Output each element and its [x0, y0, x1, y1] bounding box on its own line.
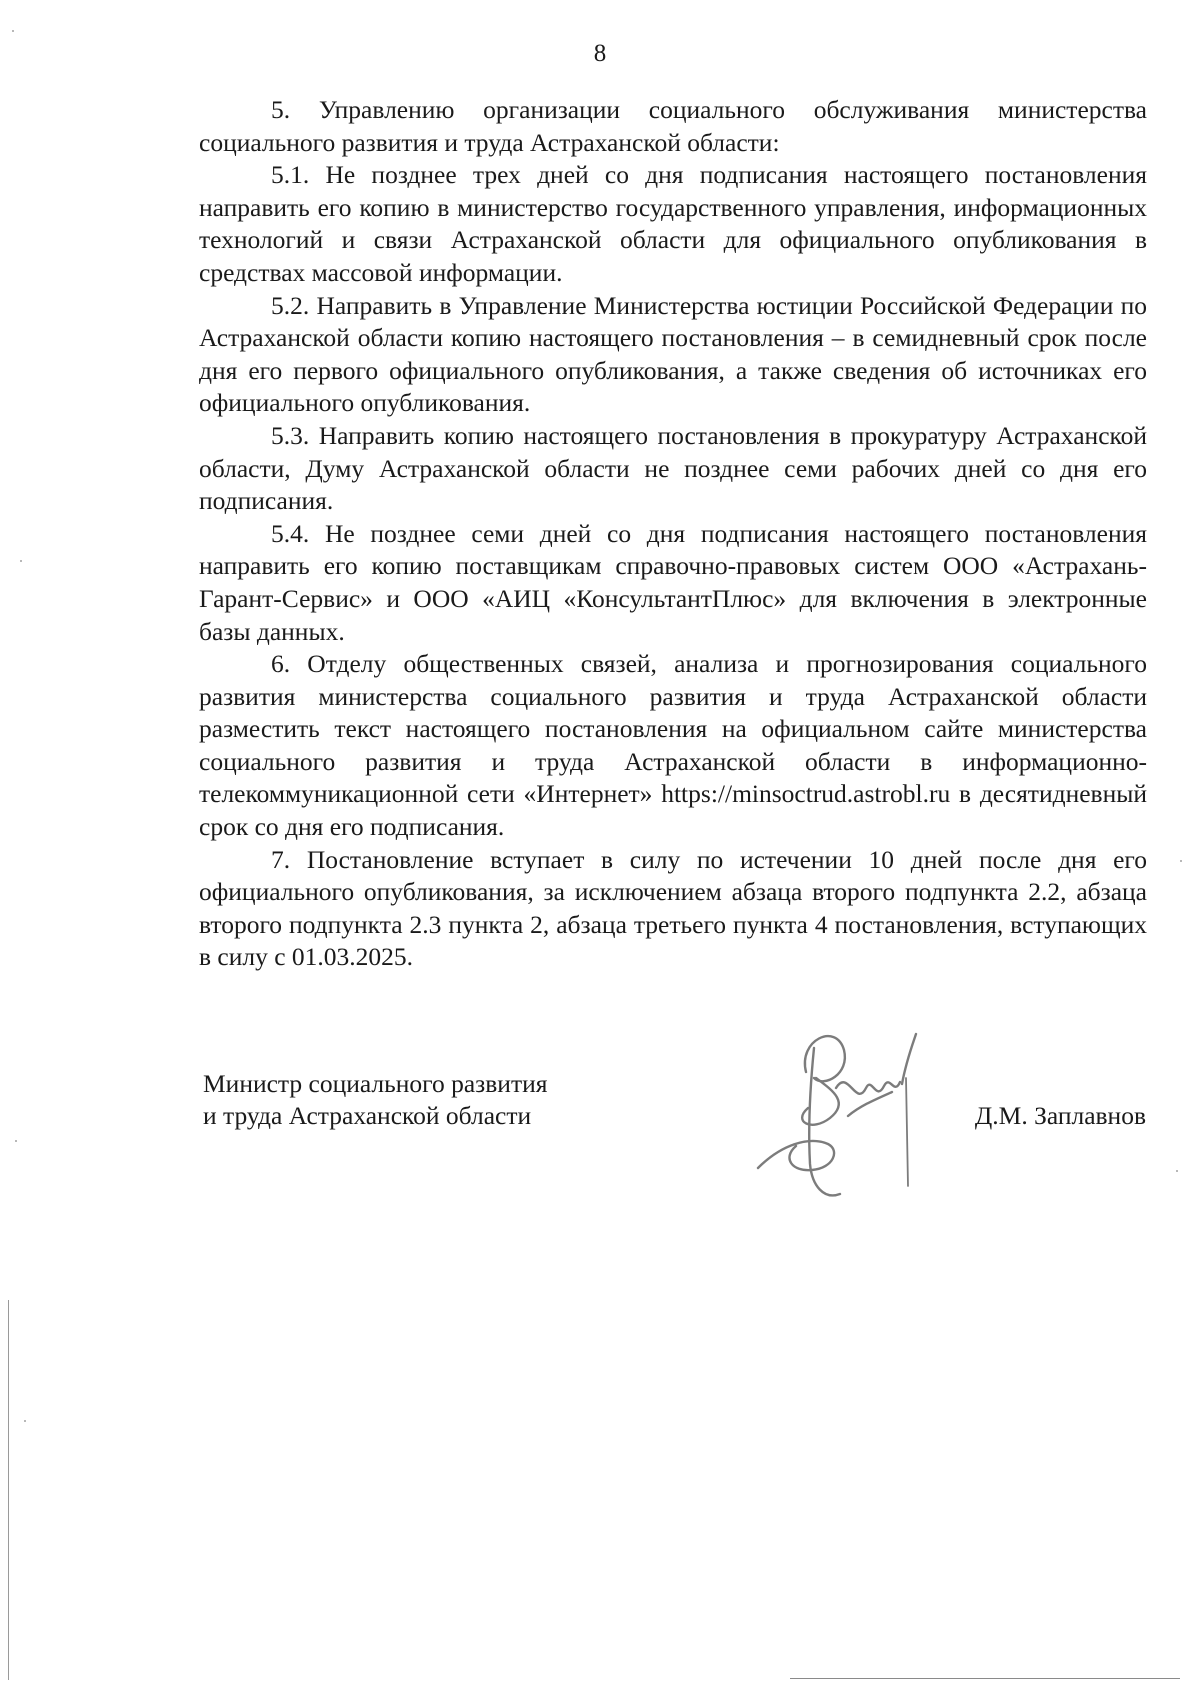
- paragraph-6: 6. Отделу общественных связей, анализа и прогнозирования социального развития министерства социального развития и труда Астраханской области разместить текст настоящего постановления на официальном сайте министерства социального развития и труда Астраханской области в информационно-телекоммуникационной сети «Интернет» https://minsoctrud.astrobl.ru в десятидневный срок со дня его подписания.: [199, 649, 1147, 842]
- scan-edge-bottom: [790, 1678, 1180, 1679]
- paragraph-5-1: 5.1. Не позднее трех дней со дня подписания настоящего постановления направить его копию в министерство государственного управления, информационных технологий и связи Астраханской области для официального опубликования в средствах массовой информации.: [199, 160, 1147, 287]
- paragraph-5-3: 5.3. Направить копию настоящего постановления в прокуратуру Астраханской области, Думу Астраханской области не позднее семи рабочих дней со дня его подписания.: [199, 420, 1147, 516]
- paragraph-5: 5. Управлению организации социального обслуживания министерства социального развития и труда Астраханской области:: [199, 95, 1147, 157]
- signatory-position: [203, 1068, 547, 1132]
- signatory-position-line-1: Министр социального развития: [203, 1069, 548, 1098]
- paragraph-7: 7. Постановление вступает в силу по истечении 10 дней после дня его официального опубликования, за исключением абзаца второго подпункта 2.2, абзаца второго подпункта 2.3 пункта 2, абзаца третьего пункта 4 постановления, вступающих в силу с 01.03.2025.: [199, 844, 1147, 972]
- paragraph-5-4: 5.4. Не позднее семи дней со дня подписания настоящего постановления направить его копию поставщикам справочно-правовых систем ООО «Астрахань-Гарант-Сервис» и ООО «АИЦ «КонсультантПлюс» для включения в электронные базы данных.: [199, 518, 1147, 646]
- scan-speckle: [20, 560, 22, 562]
- paragraph-5-2: 5.2. Направить в Управление Министерства юстиции Российской Федерации по Астраханской области копию настоящего постановления – в семидневный срок после дня его первого официального опубликования, а также сведения об источниках его официального опубликования.: [199, 290, 1147, 418]
- signatory-position-line-2: и труда Астраханской области: [203, 1101, 532, 1130]
- scan-speckle: [1180, 860, 1182, 862]
- document-body: [199, 94, 1147, 974]
- handwritten-signature: [752, 1018, 952, 1208]
- scan-speckle: [12, 30, 14, 32]
- scan-speckle: [15, 1140, 17, 1142]
- page-number: 8: [593, 40, 607, 67]
- scan-speckle: [24, 1420, 26, 1422]
- scan-speckle: [1176, 1170, 1178, 1172]
- signatory-name: Д.М. Заплавнов: [974, 1101, 1146, 1130]
- scan-edge-left: [8, 1300, 9, 1680]
